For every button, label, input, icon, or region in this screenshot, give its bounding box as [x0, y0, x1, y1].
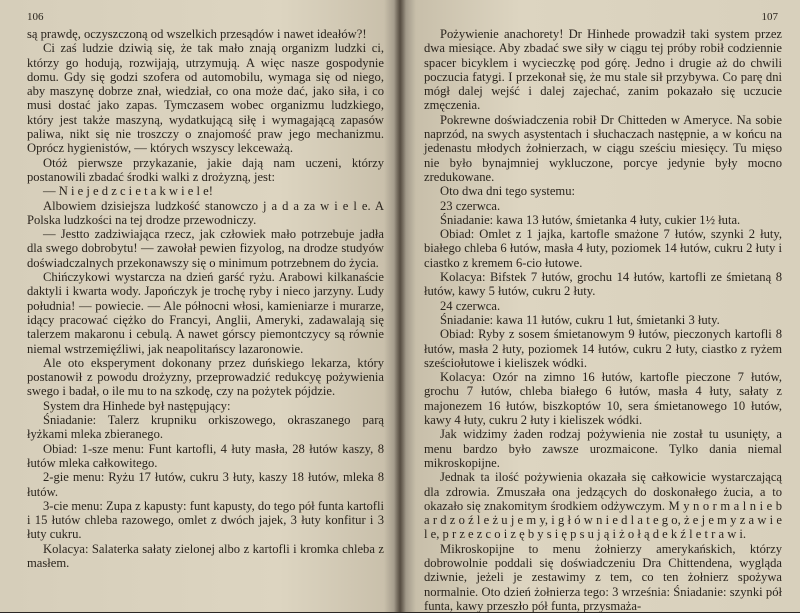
paragraph: Mikroskopijne to menu żołnierzy amerykańskich, którzy dobrowolnie poddali się doświadczeniu Dra Chittendena, wygląda dziwnie, jeżeli je zestawimy z tem, co ten żołnierz spożywa normalnie. Oto dzień żołnierza tego: 3 września: Śniadanie: szynki pół funta, kawy przeszło pół funta, przysmaża-: [424, 541, 782, 613]
paragraph: Obiad: Omlet z 1 jajka, kartofle smażone 7 łutów, szynki 2 łuty, białego chleba 6 łutów, masła 4 łuty, poziomek 14 łutów, cukru 2 łuty i ciastko z kremem 6-cio łutowe.: [424, 227, 782, 270]
paragraph: Obiad: 1-sze menu: Funt kartofli, 4 łuty masła, 28 łutów kaszy, 8 łutów mleka całkowitego.: [27, 441, 384, 470]
paragraph: Śniadanie: Talerz krupniku orkiszowego, okraszanego parą łyżkami mleka zbieranego.: [27, 413, 384, 442]
right-page-text: [424, 27, 782, 613]
paragraph: Chińczykowi wystarcza na dzień garść ryżu. Arabowi kilkanaście daktyli i kwarta wody. Japończyk je trochę ryby i nieco jarzyny. Ludy południa! — powiecie. — Ale północni włosi, kamieniarze i murarze, idący pracować ciężko do Francyi, Anglii, Ameryki, zadawalają się talerzem makaronu i cebulą. A nawet górscy piemontczycy są równie niemal wstrzemięźliwi, jak neapolitańscy lazaronowie.: [27, 270, 384, 356]
paragraph: Pożywienie anachorety! Dr Hinhede prowadził taki system przez dwa miesiące. Aby zbadać swe siły w ciągu tej próby robił codziennie spacer bicyklem i wycieczkę pod górę. Jedno i drugie aż do chwili poczucia fatygi. I przekonał się, że mu stale sił przybywa. Co parę dni mógł dalej wejść i dalej zajechać, zanim pokazało się uczucie zmęczenia.: [424, 27, 782, 113]
paragraph: Śniadanie: kawa 11 łutów, cukru 1 łut, śmietanki 3 łuty.: [440, 312, 720, 327]
paragraph: Obiad: Ryby z sosem śmietanowym 9 łutów, pieczonych kartofli 8 łutów, masła 2 łuty, poziomek 14 łutów, cukru 2 łuty, ciastko z ryżem sześciołutowe i kieliszek wódki.: [424, 327, 782, 370]
left-page-text: [27, 27, 384, 570]
paragraph: 3-cie menu: Zupa z kapusty: funt kapusty, do tego pół funta kartofli i 15 łutów chleba razowego, omlet z dwóch jajek, 3 łuty konfitur i 3 łuty cukru.: [27, 498, 384, 542]
paragraph: Jak widzimy żaden rodzaj pożywienia nie został tu usunięty, a menu bardzo było zawsze urozmaicone. Tylko dania niemal mikroskopijne.: [424, 427, 782, 470]
paragraph: Kolacya: Bifstek 7 łutów, grochu 14 łutów, kartofli ze śmietaną 8 łutów, kawy 5 łutów, cukru 2 łuty.: [424, 270, 782, 299]
paragraph: — Jestto zadziwiająca rzecz, jak człowiek mało potrzebuje jadła dla swego dobrobytu! — zawołał pewien fizyolog, na drodze studyów doświadczalnych przekonawszy się o minimum potrzebnem do życia.: [27, 227, 384, 270]
left-page: [0, 0, 400, 612]
left-page-number: 106: [27, 11, 44, 23]
paragraph: Otóż pierwsze przykazanie, jakie dają nam uczeni, którzy postanowili zbadać środki walki z drożyzną, jest:: [27, 155, 384, 184]
right-page-number: 107: [761, 11, 778, 23]
right-page: [400, 0, 800, 612]
paragraph: Pokrewne doświadczenia robił Dr Chitteden w Ameryce. Na sobie naprzód, na swych asystentach i słuchaczach następnie, a w końcu na jedenastu młodych żołnierzach, w ciągu sześciu miesięcy. Tu mięso nie było bynajmniej wykluczone, porcye jedynie były mocno zredukowane.: [424, 112, 782, 184]
book-gutter: [394, 0, 406, 612]
paragraph: — N i e j e d z c i e t a k w i e l e!: [43, 184, 213, 199]
paragraph: Jednak ta ilość pożywienia okazała się całkowicie wystarczającą dla zdrowia. Zmuszała ona jedzących do doskonałego żucia, a to okazało się znakomitym środkiem odżywczym. M y n o r m a l n i e b a r d z o ź l e ż u j e m y, i g ł ó w n i e d l a t e g o, ż e j e m y z a w i e l e, p r z e z c o i z ę b y s i ę p s u j ą i ż o ł ą d e k ź l e t r a w i.: [424, 470, 782, 542]
paragraph: Ale oto eksperyment dokonany przez duńskiego lekarza, który postanowił z powodu drożyzny, przeprowadzić redukcyę pożywienia swego i badał, o ile mu to na szkodę, czy na pożytek pójdzie.: [27, 355, 384, 399]
paragraph: są prawdę, oczyszczoną od wszelkich przesądów i nawet ideałów?!: [27, 27, 367, 41]
paragraph: Kolacya: Ozór na zimno 16 łutów, kartofle pieczone 7 łutów, grochu 7 łutów, chleba białego 6 łutów, masła 4 łuty, sałaty z majonezem 16 łutów, biszkoptów 10, sera śmietanowego 10 łutów, kawy 4 łuty, cukru 2 łuty i kieliszek wódki.: [424, 370, 782, 428]
paragraph: Kolacya: Salaterka sałaty zielonej albo z kartofli i kromka chleba z masłem.: [27, 541, 384, 570]
paragraph: Śniadanie: kawa 13 łutów, śmietanka 4 łuty, cukier 1½ łuta.: [440, 212, 741, 227]
paragraph: Oto dwa dni tego systemu:: [440, 184, 576, 199]
paragraph: 23 czerwca.: [440, 198, 501, 213]
paragraph: System dra Hinhede był następujący:: [43, 398, 231, 413]
paragraph: 2-gie menu: Ryżu 17 łutów, cukru 3 łuty, kaszy 18 łutów, mleka 8 łutów.: [27, 470, 384, 499]
paragraph: Albowiem dzisiejsza ludzkość stanowczo j a d a za w i e l e. A Polska ludzkości na tej drodze przewodniczy.: [27, 198, 384, 227]
paragraph: Ci zaś ludzie dziwią się, że tak mało znają organizm ludzki ci, którzy go hodują, rozwijają, utrzymują. A więc nasze gospodynie domu. Gdy się godzi szofera od automobilu, wymaga się od niego, aby maszynę dobrze znał, wiedział, co ona może dać, jako siła, i co musi dostać jako zapas. Tymczasem wobec organizmu ludzkiego, który jest także maszyną, wydatkującą siłę i wymagającą zapasów paliwa, nikt się nie troszczy o znajomość praw jego mechanizmu. Oprócz hygienistów, — których wszyscy lekceważą.: [27, 41, 384, 156]
paragraph: 24 czerwca.: [440, 298, 501, 313]
